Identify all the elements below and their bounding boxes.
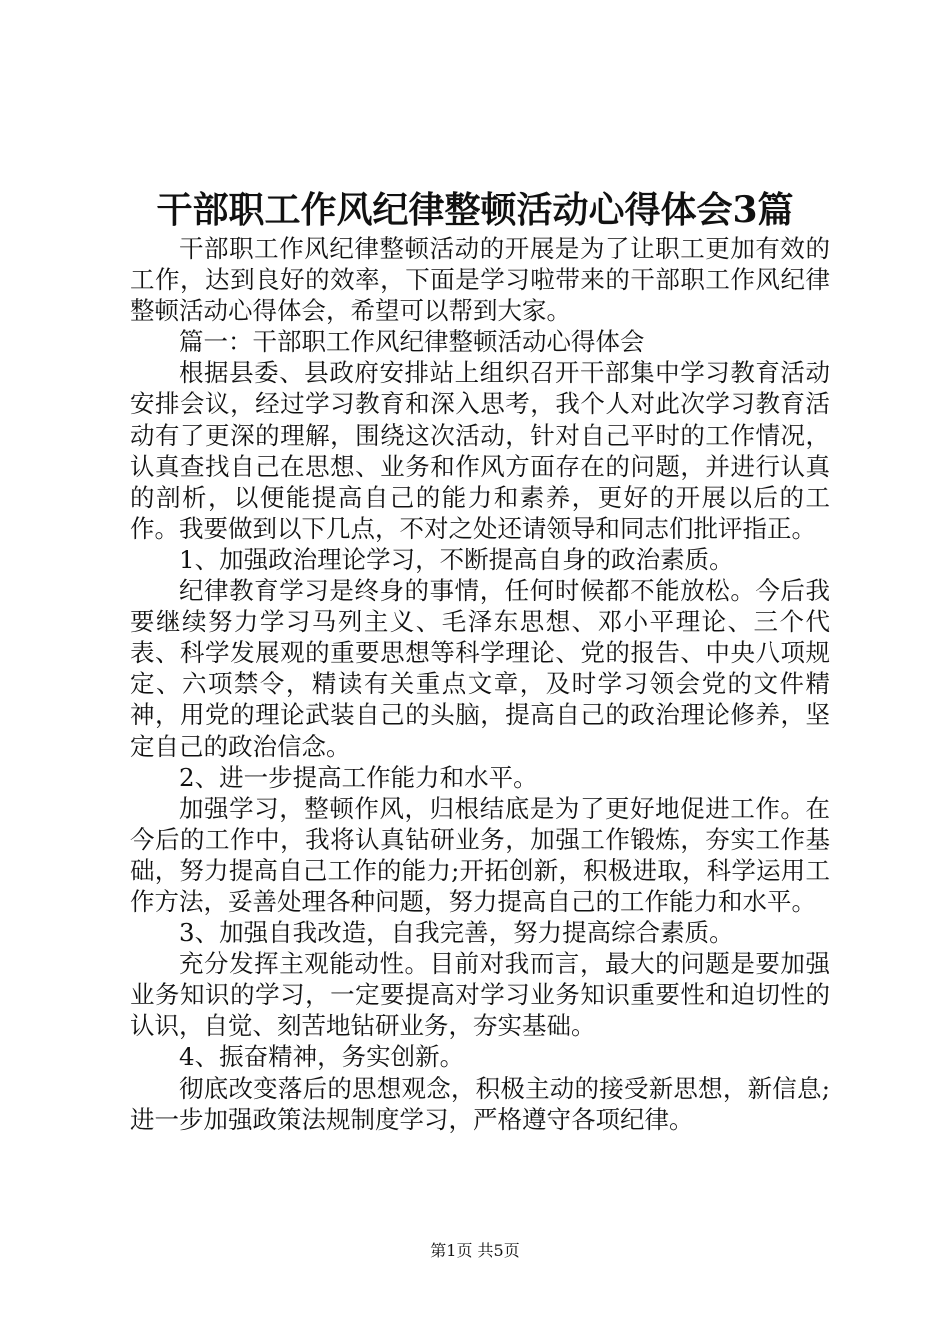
point-heading: 1、加强政治理论学习，不断提高自身的政治素质。	[179, 544, 734, 574]
point-heading: 4、振奋精神，务实创新。	[179, 1042, 465, 1072]
page-number-footer: 第1页 共5页	[430, 1241, 520, 1260]
body-paragraph: 纪律教育学习是终身的事情，任何时候都不能放松。今后我要继续努力学习马列主义、毛泽东思想、邓小平理论、三个代表、科学发展观的重要思想等科学理论、党的报告、中央八项规定、六项禁令，精读有关重点文章，及时学习领会党的文件精神，用党的理论武装自己的头脑，提高自己的政治理论修养，坚定自己的政治信念。	[130, 576, 830, 761]
document-body	[130, 233, 830, 1135]
body-paragraph: 充分发挥主观能动性。目前对我而言，最大的问题是要加强业务知识的学习，一定要提高对学习业务知识重要性和迫切性的认识，自觉、刻苦地钻研业务，夯实基础。	[130, 949, 830, 1041]
body-paragraph: 加强学习，整顿作风，归根结底是为了更好地促进工作。在今后的工作中，我将认真钻研业务，加强工作锻炼，夯实工作基础，努力提高自己工作的能力;开拓创新，积极进取，科学运用工作方法，妥善处理各种问题，努力提高自己的工作能力和水平。	[130, 793, 830, 916]
body-paragraph: 根据县委、县政府安排站上组织召开干部集中学习教育活动安排会议，经过学习教育和深入思考，我个人对此次学习教育活动有了更深的理解，围绕这次活动，针对自己平时的工作情况，认真查找自己在思想、业务和作风方面存在的问题，并进行认真的剖析，以便能提高自己的能力和素养，更好的开展以后的工作。我要做到以下几点，不对之处还请领导和同志们批评指正。	[130, 358, 830, 543]
intro-paragraph: 干部职工作风纪律整顿活动的开展是为了让职工更加有效的工作，达到良好的效率，下面是学习啦带来的干部职工作风纪律整顿活动心得体会，希望可以帮到大家。	[130, 234, 830, 326]
document-title: 干部职工作风纪律整顿活动心得体会3篇	[156, 189, 794, 231]
point-heading: 2、进一步提高工作能力和水平。	[179, 762, 538, 792]
section-heading: 篇一：干部职工作风纪律整顿活动心得体会	[179, 327, 645, 357]
point-heading: 3、加强自我改造，自我完善，努力提高综合素质。	[179, 918, 734, 948]
body-paragraph: 彻底改变落后的思想观念，积极主动的接受新思想，新信息;进一步加强政策法规制度学习，严格遵守各项纪律。	[130, 1073, 830, 1134]
